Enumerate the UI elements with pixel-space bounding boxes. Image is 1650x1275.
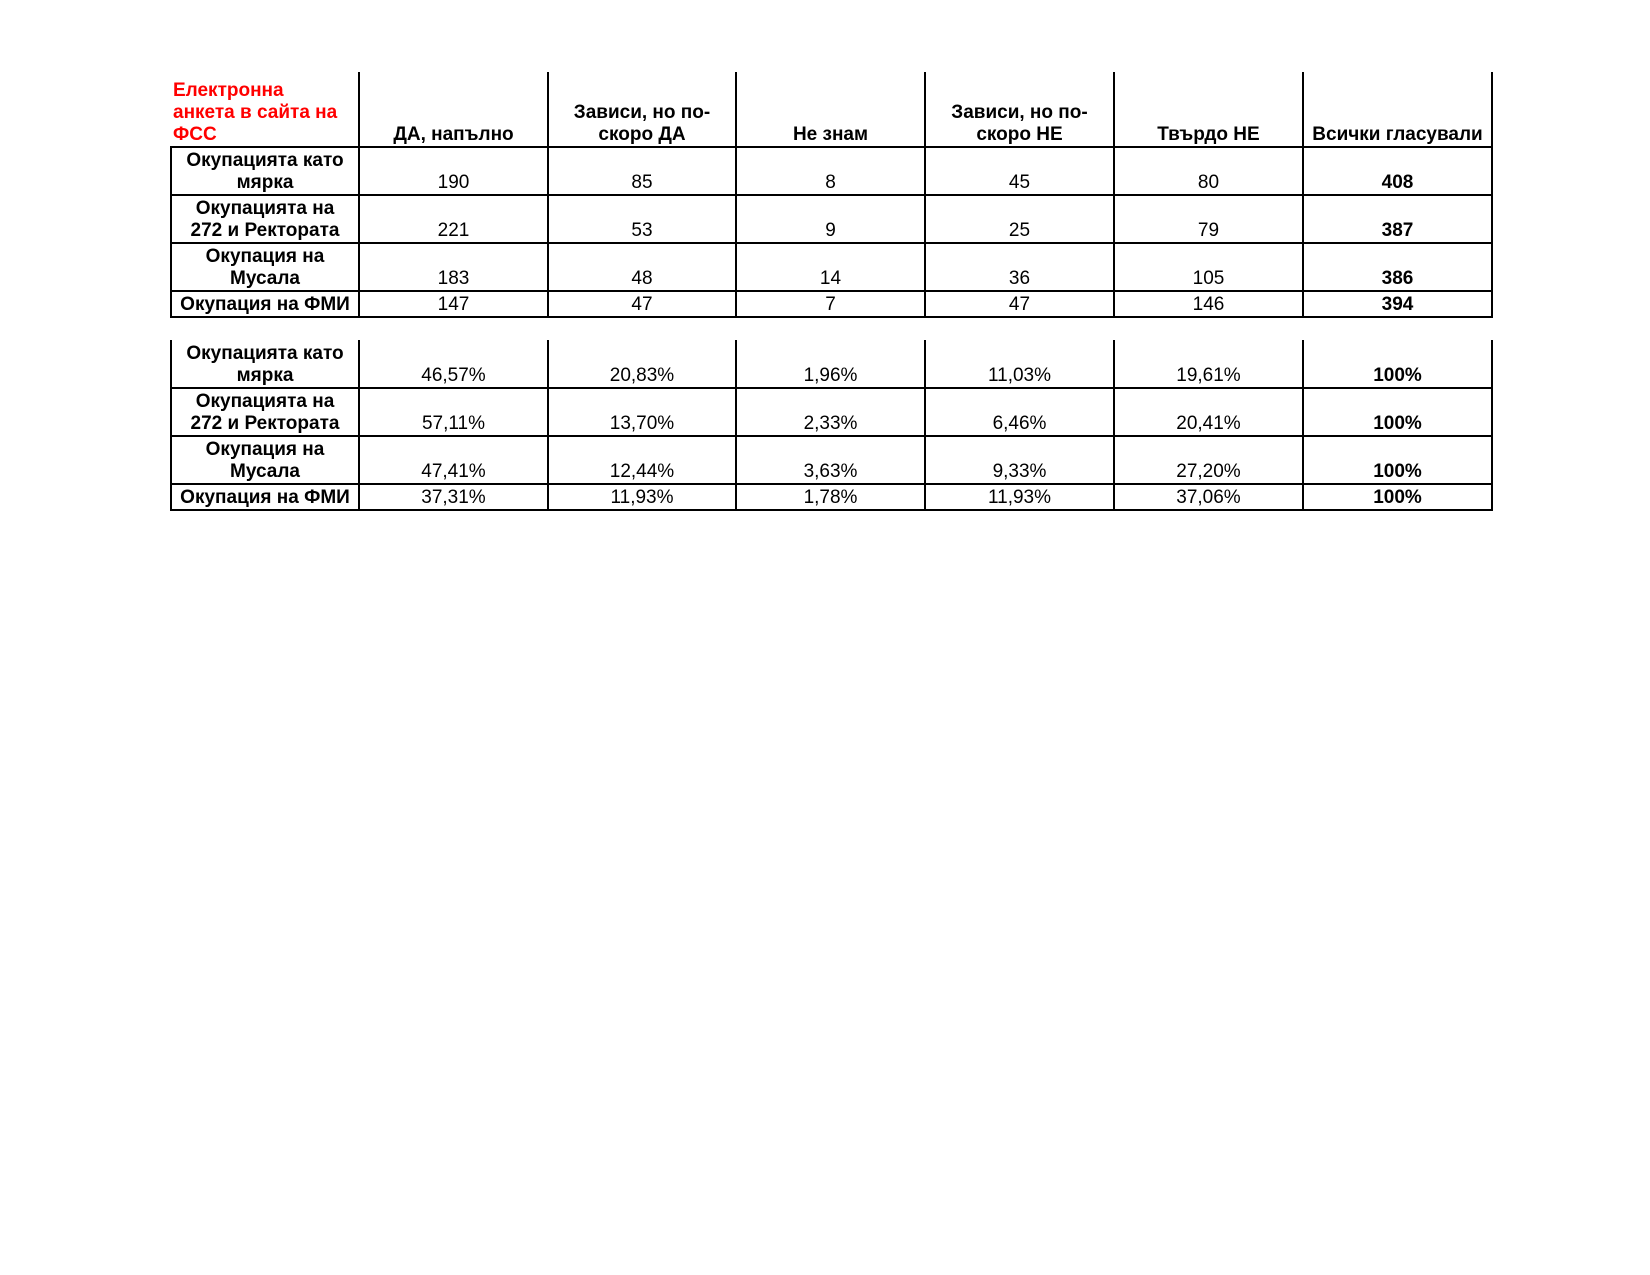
column-header — [736, 72, 925, 147]
value-cell: 3,63% — [736, 436, 925, 484]
header-row — [171, 72, 1492, 147]
column-header — [548, 72, 736, 147]
electronic-survey-percent-table — [170, 340, 1493, 511]
table-row — [171, 388, 1492, 436]
column-header — [1303, 72, 1492, 147]
row-label — [171, 291, 359, 317]
column-header-line: Зависи, но по- — [951, 102, 1088, 123]
row-label — [171, 484, 359, 510]
value-cell: 2,33% — [736, 388, 925, 436]
total-cell: 386 — [1303, 243, 1492, 291]
table-row — [171, 436, 1492, 484]
value-cell: 37,31% — [359, 484, 548, 510]
value-cell: 190 — [359, 147, 548, 195]
row-label-line: 272 и Ректората — [190, 413, 340, 434]
value-cell: 11,03% — [925, 340, 1114, 388]
value-cell: 37,06% — [1114, 484, 1303, 510]
column-header-line: скоро ДА — [598, 124, 686, 145]
section-title-line: Електронна — [173, 80, 284, 101]
column-header — [359, 72, 548, 147]
value-cell: 105 — [1114, 243, 1303, 291]
row-label-line: мярка — [236, 172, 294, 193]
total-cell: 100% — [1303, 436, 1492, 484]
table-row — [171, 291, 1492, 317]
section-title-line: анкета в сайта на — [173, 102, 338, 123]
total-cell: 100% — [1303, 388, 1492, 436]
value-cell: 11,93% — [548, 484, 736, 510]
row-label-line: Окупация на — [205, 439, 325, 460]
value-cell: 147 — [359, 291, 548, 317]
value-cell: 85 — [548, 147, 736, 195]
total-cell: 387 — [1303, 195, 1492, 243]
value-cell: 221 — [359, 195, 548, 243]
row-label-line: Окупация на ФМИ — [180, 487, 350, 508]
row-label-line: Окупация на — [205, 246, 325, 267]
value-cell: 11,93% — [925, 484, 1114, 510]
value-cell: 47 — [548, 291, 736, 317]
row-label-line: Окупацията на — [195, 391, 335, 412]
value-cell: 6,46% — [925, 388, 1114, 436]
value-cell: 9 — [736, 195, 925, 243]
value-cell: 79 — [1114, 195, 1303, 243]
value-cell: 47,41% — [359, 436, 548, 484]
value-cell: 53 — [548, 195, 736, 243]
row-label — [171, 195, 359, 243]
table-row — [171, 147, 1492, 195]
value-cell: 20,83% — [548, 340, 736, 388]
total-cell: 408 — [1303, 147, 1492, 195]
value-cell: 19,61% — [1114, 340, 1303, 388]
column-header — [1114, 72, 1303, 147]
column-header — [925, 72, 1114, 147]
value-cell: 48 — [548, 243, 736, 291]
row-label-line: Окупацията като — [186, 343, 344, 364]
value-cell: 36 — [925, 243, 1114, 291]
section-title-line: ФСС — [173, 124, 217, 145]
value-cell: 12,44% — [548, 436, 736, 484]
column-header-line: Зависи, но по- — [573, 102, 711, 123]
value-cell: 146 — [1114, 291, 1303, 317]
section-title — [171, 72, 359, 147]
value-cell: 46,57% — [359, 340, 548, 388]
value-cell: 27,20% — [1114, 436, 1303, 484]
row-label-line: Окупацията на — [195, 198, 335, 219]
table-row — [171, 484, 1492, 510]
value-cell: 1,96% — [736, 340, 925, 388]
total-cell: 394 — [1303, 291, 1492, 317]
row-label-line: Окупация на ФМИ — [180, 294, 350, 315]
value-cell: 45 — [925, 147, 1114, 195]
column-header-line: скоро НЕ — [976, 124, 1063, 145]
row-label-line: Мусала — [230, 268, 300, 289]
column-header-line: Всички гласували — [1312, 124, 1483, 145]
value-cell: 57,11% — [359, 388, 548, 436]
row-label — [171, 147, 359, 195]
row-label-line: 272 и Ректората — [190, 220, 340, 241]
row-label — [171, 388, 359, 436]
total-cell: 100% — [1303, 484, 1492, 510]
table-row — [171, 243, 1492, 291]
value-cell: 13,70% — [548, 388, 736, 436]
column-header-line: Твърдо НЕ — [1157, 124, 1260, 145]
total-cell: 100% — [1303, 340, 1492, 388]
value-cell: 47 — [925, 291, 1114, 317]
value-cell: 9,33% — [925, 436, 1114, 484]
value-cell: 183 — [359, 243, 548, 291]
table-row — [171, 195, 1492, 243]
value-cell: 14 — [736, 243, 925, 291]
row-label — [171, 340, 359, 388]
row-label-line: мярка — [236, 365, 294, 386]
value-cell: 8 — [736, 147, 925, 195]
row-label-line: Окупацията като — [186, 150, 344, 171]
column-header-line: Не знам — [792, 124, 869, 145]
table-row — [171, 340, 1492, 388]
row-label — [171, 436, 359, 484]
electronic-survey-counts-table — [170, 72, 1493, 318]
value-cell: 1,78% — [736, 484, 925, 510]
value-cell: 25 — [925, 195, 1114, 243]
value-cell: 80 — [1114, 147, 1303, 195]
row-label-line: Мусала — [230, 461, 300, 482]
row-label — [171, 243, 359, 291]
value-cell: 20,41% — [1114, 388, 1303, 436]
value-cell: 7 — [736, 291, 925, 317]
column-header-line: ДА, напълно — [393, 124, 514, 145]
